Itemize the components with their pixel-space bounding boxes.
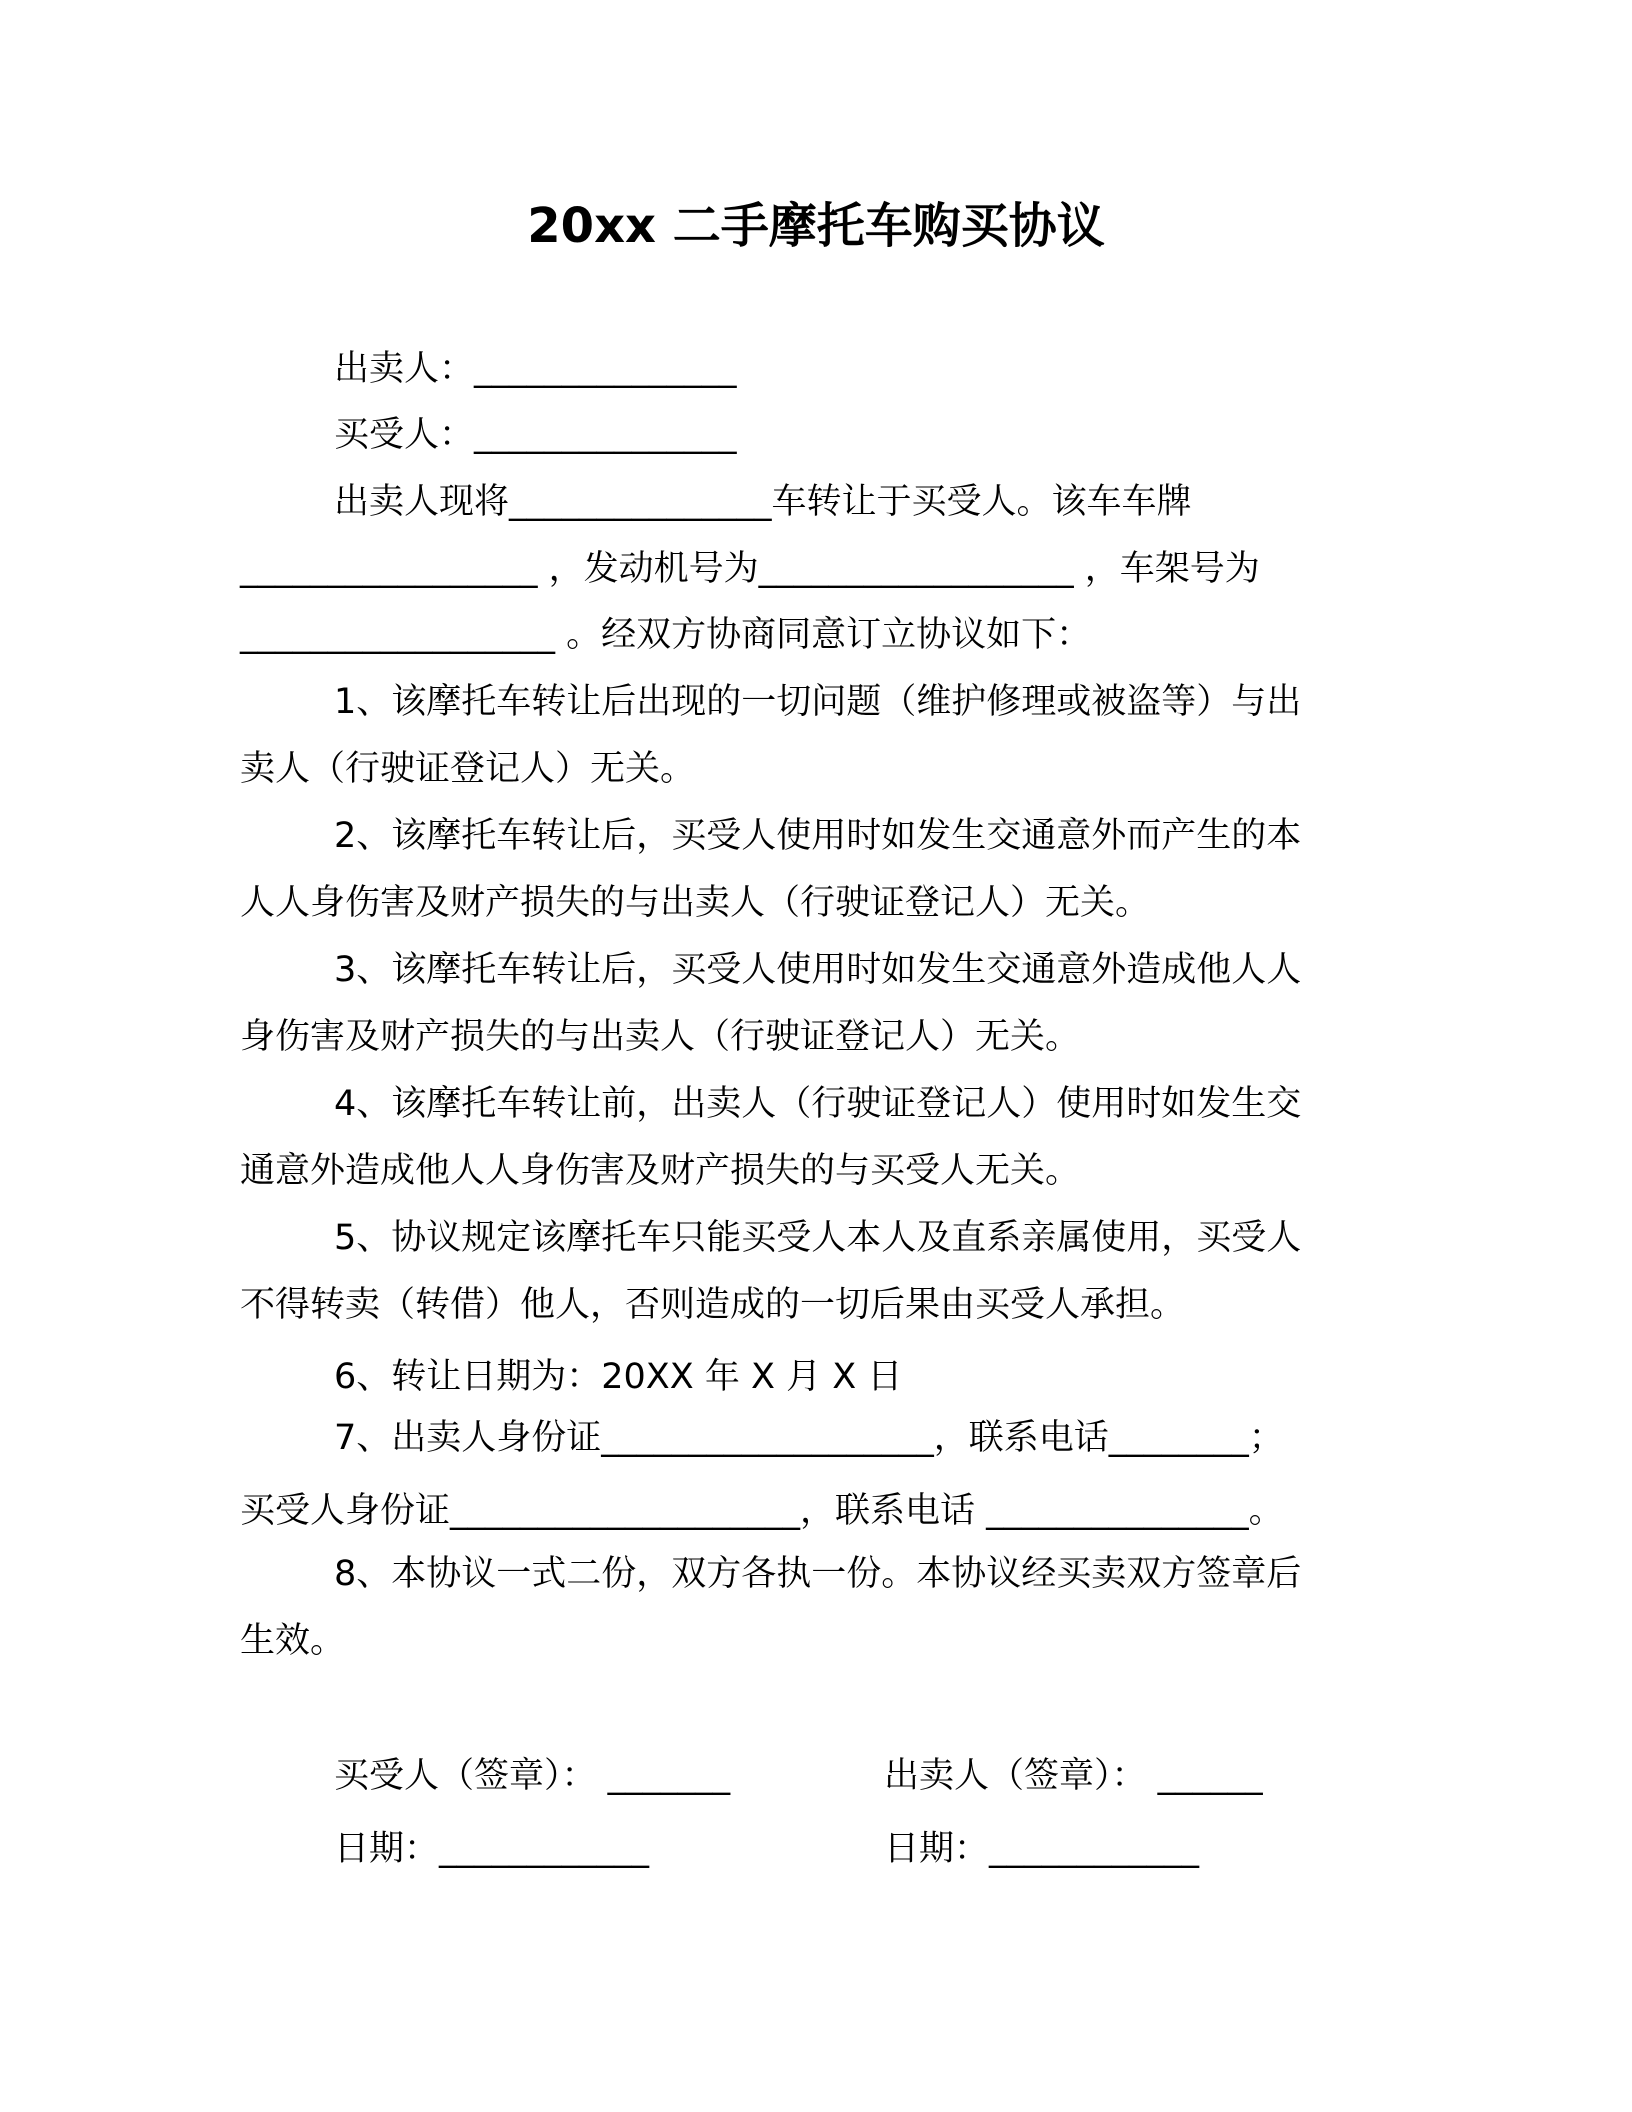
clause-5-line-2: 不得转卖（转借）他人，否则造成的一切后果由买受人承担。	[240, 1285, 1186, 1325]
buyer-line: 买受人：_______________	[334, 415, 737, 455]
clause-2-line-2: 人人身伤害及财产损失的与出卖人（行驶证登记人）无关。	[240, 883, 1151, 923]
clause-1-line-1: 1、该摩托车转让后出现的一切问题（维护修理或被盗等）与出	[334, 682, 1302, 722]
clause-4-line-1: 4、该摩托车转让前，出卖人（行驶证登记人）使用时如发生交	[334, 1084, 1302, 1124]
clause-4-line-2: 通意外造成他人人身伤害及财产损失的与买受人无关。	[240, 1151, 1081, 1191]
clause-7-line-2: 买受人身份证____________________，联系电话 _______________。	[240, 1491, 1284, 1531]
seller-date-line: 日期：____________	[884, 1829, 1200, 1869]
document-title: 20xx 二手摩托车购买协议	[527, 198, 1105, 254]
clause-8-line-2: 生效。	[240, 1621, 346, 1661]
buyer-signature-line: 买受人（签章）： _______	[334, 1756, 731, 1796]
clause-2-line-1: 2、该摩托车转让后，买受人使用时如发生交通意外而产生的本	[334, 816, 1302, 856]
clause-6-line-1: 6、转让日期为：20XX 年 X 月 X 日	[334, 1357, 903, 1397]
seller-line: 出卖人：_______________	[334, 349, 737, 389]
clause-7-line-1: 7、出卖人身份证___________________，联系电话________；	[334, 1418, 1284, 1458]
buyer-date-line: 日期：____________	[334, 1829, 650, 1869]
seller-signature-line: 出卖人（签章）： ______	[884, 1756, 1263, 1796]
clause-1-line-2: 卖人（行驶证登记人）无关。	[240, 749, 696, 789]
clause-8-line-1: 8、本协议一式二份，双方各执一份。本协议经买卖双方签章后	[334, 1554, 1302, 1594]
clause-3-line-2: 身伤害及财产损失的与出卖人（行驶证登记人）无关。	[240, 1017, 1081, 1057]
clause-3-line-1: 3、该摩托车转让后，买受人使用时如发生交通意外造成他人人	[334, 950, 1302, 990]
intro-line-1: 出卖人现将_______________车转让于买受人。该车车牌	[334, 482, 1192, 522]
clause-5-line-1: 5、协议规定该摩托车只能买受人本人及直系亲属使用，买受人	[334, 1218, 1302, 1258]
intro-line-2: _________________ ，发动机号为__________________ ，车架号为	[240, 549, 1260, 589]
intro-line-3: __________________ 。经双方协商同意订立协议如下：	[240, 615, 1092, 655]
